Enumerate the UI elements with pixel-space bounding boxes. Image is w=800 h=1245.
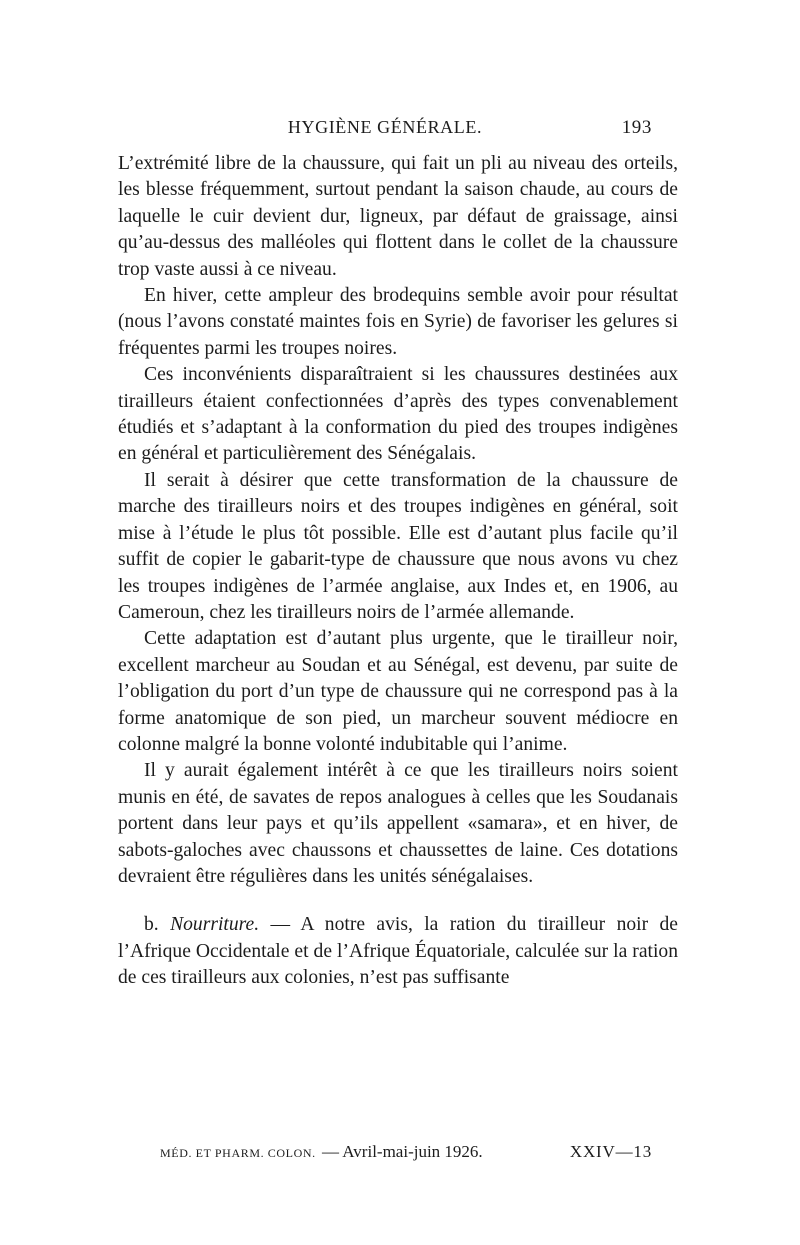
paragraph-4: Il serait à désirer que cette transformation de la chaussure de marche des tirailleurs noirs et des troupes indigènes en général, soit mise à l’étude le plus tôt possible. Elle est d’autant plus facile qu’il suffit de copier le gabarit-type de chaussure que nous avons vu chez les troupes indigènes de l’armée anglaise, aux Indes et, en 1906, au Cameroun, chez les tirailleurs noirs de l’armée allemande. xyxy=(118,469,678,623)
footer-date: — Avril-mai-juin 1926. xyxy=(317,1142,483,1161)
section-letter: b. xyxy=(144,914,159,936)
paragraph-6: Il y aurait également intérêt à ce que les tirailleurs noirs soient munis en été, de savates de repos analogues à celles que les Soudanais portent dans leur pays et qu’ils appellent «samara», et en hiver, de sabots-galoches avec chaussons et chaussettes de laine. Ces dotations devraient être régulières dans les unités sénégalaises. xyxy=(118,760,678,887)
footer-signature: XXIV—13 xyxy=(569,1142,652,1161)
running-title: HYGIÈNE GÉNÉRALE. xyxy=(287,117,483,137)
page-number: 193 xyxy=(621,117,652,138)
footer-journal: MÉD. ET PHARM. COLON. xyxy=(160,1146,316,1160)
paragraph-1: L’extrémité libre de la chaussure, qui fait un pli au niveau des orteils, les blesse fréquemment, surtout pendant la saison chaude, au cours de laquelle le cuir devient dur, ligneux, par défaut de graissage, ainsi qu’au-dessus des malléoles qui flottent dans le collet de la chaussure trop vaste aussi à ce niveau. xyxy=(118,153,678,280)
paragraph-3: Ces inconvénients disparaîtraient si les chaussures destinées aux tirailleurs étaient confectionnées d’après des types convenablement étudiés et s’adaptant à la conformation du pied des troupes indigènes en général et particulièrement des Sénégalais. xyxy=(118,364,678,465)
paragraph-5: Cette adaptation est d’autant plus urgente, que le tirailleur noir, excellent marcheur au Soudan et au Sénégal, est devenu, par suite de l’obligation du port d’un type de chaussure qui ne correspond pas à la forme anatomique de son pied, un marcheur souvent médiocre en colonne malgré la bonne volonté indubitable qui l’anime. xyxy=(118,628,678,755)
section-title: Nourriture. xyxy=(170,914,260,936)
section-text: — A notre avis, la ration du tirailleur noir de l’Afrique Occidentale et de l’Afrique Équatoriale, calculée sur la ration de ces tirailleurs aux colonies, n’est pas suffisante xyxy=(118,914,678,989)
running-head xyxy=(118,117,652,141)
body-text xyxy=(118,151,678,992)
page-footer xyxy=(160,1140,652,1165)
paragraph-2: En hiver, cette ampleur des brodequins semble avoir pour résultat (nous l’avons constaté maintes fois en Syrie) de favoriser les gelures si fréquentes parmi les troupes noires. xyxy=(118,285,678,359)
section-paragraph xyxy=(118,912,678,991)
